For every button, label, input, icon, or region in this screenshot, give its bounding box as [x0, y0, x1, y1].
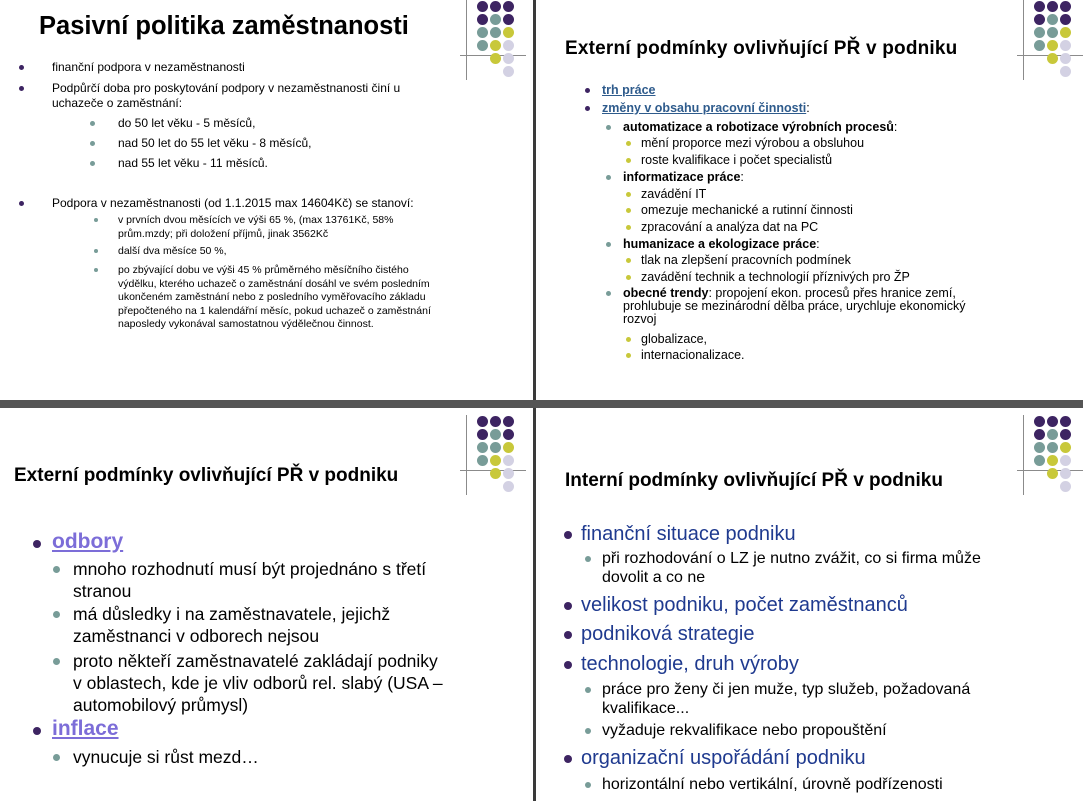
sub-bullet-item: po zbývající dobu ve výši 45 % průměrného měsíčního čistého výdělku, kterého uchazeč o zaměstnání dosáhl ve svém posledním ukončeném zaměstnání nebo z posledního vyměřovacího základu přepočteného na 1 kalendářní měsíc, pokud uchazeč o zaměstnání naposledy vykonával samostatnou výdělečnou činnost. — [118, 264, 431, 332]
bullet-item: Podpora v nezaměstnanosti (od 1.1.2015 max 14604Kč) se stanoví: — [52, 196, 414, 211]
slide-title: Interní podmínky ovlivňující PŘ v podniku — [565, 470, 943, 491]
sub-bullet-item: práce pro ženy či jen muže, typ služeb, požadovaná kvalifikace... — [602, 680, 970, 718]
sub-sub-bullet-item: roste kvalifikace i počet specialistů — [641, 153, 832, 168]
bullet-item: organizační uspořádání podniku — [581, 746, 866, 770]
sub-bullet-item: vyžaduje rekvalifikace nebo propouštění — [602, 721, 887, 740]
sub-sub-bullet-item: tlak na zlepšení pracovních podmínek — [641, 253, 851, 268]
slide-internal-conditions — [536, 408, 1083, 801]
sub-sub-bullet-item: omezuje mechanické a rutinní činnosti — [641, 203, 853, 218]
bullet-item: velikost podniku, počet zaměstnanců — [581, 593, 908, 617]
sub-bullet-item: v prvních dvou měsících ve výši 65 %, (max 13761Kč, 58% prům.mzdy; při doložení příjmů, jinak 3562Kč — [118, 214, 393, 241]
sub-sub-bullet-item: globalizace, — [641, 332, 707, 347]
bullet-item: podniková strategie — [581, 622, 754, 646]
sub-bullet-item: mnoho rozhodnutí musí být projednáno s třetí stranou — [73, 558, 426, 602]
sub-bullet-item: automatizace a robotizace výrobních procesů: — [623, 120, 897, 135]
sub-sub-bullet-item: internacionalizace. — [641, 348, 745, 363]
slide-divider-horizontal — [0, 400, 1083, 408]
bullet-item: změny v obsahu pracovní činnosti: — [602, 101, 810, 116]
slide-title: Externí podmínky ovlivňující PŘ v podniku — [14, 465, 399, 486]
bullet-item: finanční situace podniku — [581, 522, 796, 546]
sub-bullet-item: humanizace a ekologizace práce: — [623, 237, 820, 252]
sub-bullet-item: vynucuje si růst mezd… — [73, 746, 259, 768]
sub-bullet-item: obecné trendy: propojení ekon. procesů přes hranice zemí, prohlubuje se mezinárodní dělba práce, urychluje ekonomický rozvoj — [623, 287, 966, 326]
link-inflace[interactable]: inflace — [52, 717, 119, 741]
sub-sub-bullet-item: zavádění technik a technologií příznivých pro ŽP — [641, 270, 910, 285]
sub-bullet-item: nad 55 let věku - 11 měsíců. — [118, 156, 268, 171]
link-odbory[interactable]: odbory — [52, 530, 123, 554]
slide-title: Pasivní politika zaměstnanosti — [39, 12, 409, 40]
sub-sub-bullet-item: zavádění IT — [641, 187, 706, 202]
slide-title: Externí podmínky ovlivňující PŘ v podniku — [565, 38, 958, 59]
sub-bullet-item: informatizace práce: — [623, 170, 744, 185]
bullet-item: technologie, druh výroby — [581, 652, 799, 676]
slide-passive-employment-policy — [0, 0, 533, 400]
sub-bullet-item: do 50 let věku - 5 měsíců, — [118, 116, 255, 131]
sub-bullet-item: při rozhodování o LZ je nutno zvážit, co si firma může dovolit a co ne — [602, 549, 1066, 587]
decorative-dot-grid — [1023, 415, 1083, 495]
sub-sub-bullet-item: zpracování a analýza dat na PC — [641, 220, 818, 235]
link-zmeny-v-obsahu[interactable]: změny v obsahu pracovní činnosti — [602, 101, 807, 115]
bullet-item: finanční podpora v nezaměstnanosti — [52, 60, 245, 75]
link-trh-prace[interactable]: trh práce — [602, 83, 656, 98]
sub-bullet-item: má důsledky i na zaměstnavatele, jejichž zaměstnanci v odborech nejsou — [73, 603, 390, 647]
slide-external-conditions-2 — [0, 408, 533, 801]
sub-bullet-item: proto někteří zaměstnavatelé zakládají podniky v oblastech, kde je vliv odborů rel. slabý (USA – automobilový průmysl) — [73, 650, 443, 716]
bullet-item: Podpůrčí doba pro poskytování podpory v nezaměstnanosti činí u uchazeče o zaměstnání: — [52, 81, 400, 111]
decorative-dot-grid — [466, 0, 526, 80]
sub-bullet-item: další dva měsíce 50 %, — [118, 245, 227, 259]
sub-bullet-item: nad 50 let do 55 let věku - 8 měsíců, — [118, 136, 311, 151]
slide-external-conditions-1 — [536, 0, 1083, 400]
decorative-dot-grid — [466, 415, 526, 495]
sub-bullet-item: horizontální nebo vertikální, úrovně podřízenosti — [602, 775, 943, 794]
sub-sub-bullet-item: mění proporce mezi výrobou a obsluhou — [641, 136, 864, 151]
decorative-dot-grid — [1023, 0, 1083, 80]
